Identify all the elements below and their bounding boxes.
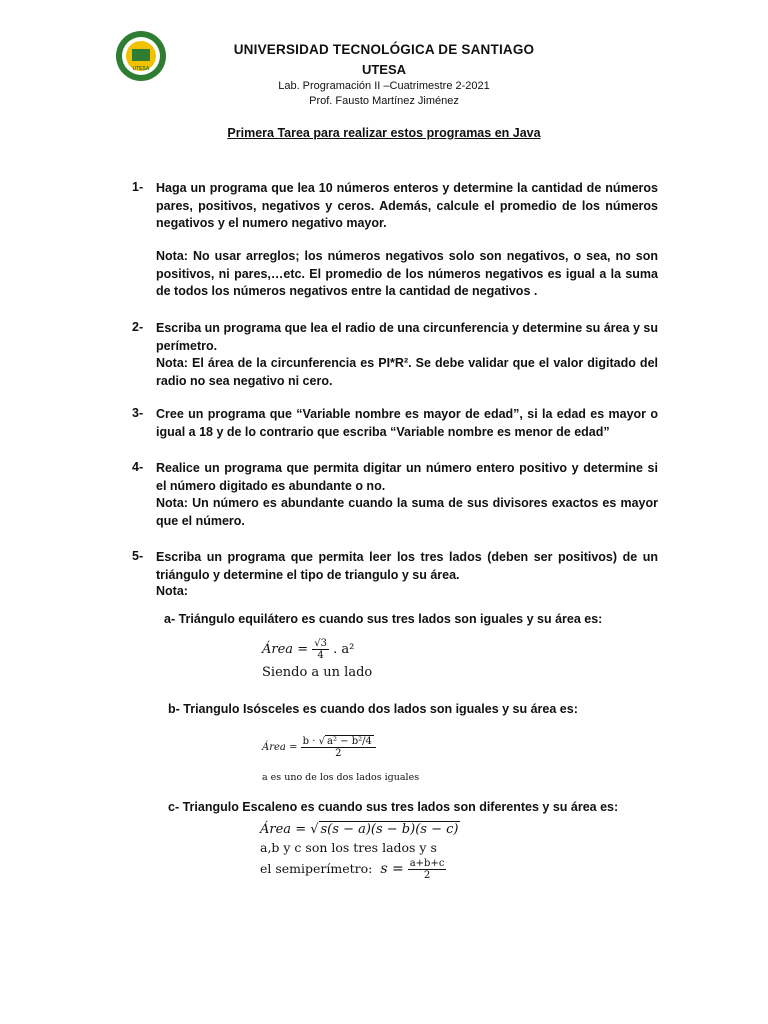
item-note [156,248,658,301]
s-equals: s = [380,861,404,877]
item-text: Escriba un programa que permita leer los tres lados (deben ser positivos) de un triángulo y determine el tipo de triangulo y su área. [156,550,658,582]
item-text: Realice un programa que permita digitar un número entero positivo y determine si el número digitado es abundante o no. [156,461,658,493]
formula-caption: a,b y c son los tres lados y s [260,840,437,855]
university-acronym: UTESA [361,62,407,77]
equals-sign: = [295,822,307,837]
item-number: 4- [132,460,144,474]
formula-caption: Siendo a un lado [262,665,373,680]
item-note [156,495,658,530]
formula-tail: . a² [333,642,355,657]
item-text: Cree un programa que “Variable nombre es mayor de edad”, si la edad es mayor o igual a 18 y de lo contrario que escriba “Variable nombre es menor de edad” [156,407,658,439]
fraction-numerator: a+b+c [409,858,445,869]
item-note-label: Nota: [156,584,188,598]
item-note [156,355,658,390]
area-word: Área [260,822,292,837]
subitem-a: a- Triángulo equilátero es cuando sus tres lados son iguales y su área es: [164,612,603,626]
formula-caption: a es uno de los dos lados iguales [262,772,420,783]
note-text: No usar arreglos; los números negativos solo son negativos, o sea, no son positivos, ni pares,…etc. El promedio de los números negativos es igual a la suma de todos los números negativos entre la cantidad de negativos . [156,249,658,298]
formula-isosceles: Área = $\frac{\text{b · √ a² − b²/4}}{2}$ [262,736,376,759]
course-line: Lab. Programación II –Cuatrimestre 2-2021 [278,80,490,92]
note-label: Nota: [156,496,188,510]
fraction-numerator: b · [302,736,316,747]
item-number: 3- [132,406,144,420]
area-word: Área [262,642,294,657]
note-label: Nota: [156,249,188,263]
semiperimeter-label: el semiperímetro: [260,861,373,876]
professor-line: Prof. Fausto Martínez Jiménez [309,95,459,107]
note-text: El área de la circunferencia es PI*R². Se debe validar que el valor digitado del radio no sea negativo ni cero. [156,356,658,388]
fraction-denominator: 2 [335,748,342,759]
university-name: UNIVERSIDAD TECNOLÓGICA DE SANTIAGO [233,42,535,57]
fraction-numerator: √3 [314,638,327,649]
item-number: 2- [132,320,144,334]
subitem-c: c- Triangulo Escaleno es cuando sus tres lados son diferentes y su área es: [168,800,619,814]
item-number: 5- [132,549,144,563]
item-text: Haga un programa que lea 10 números enteros y determine la cantidad de números pares, positivos, negativos y ceros. Además, calcule el promedio de los números negativos y el numero negativo mayor. [156,181,658,230]
area-word: Área [262,742,286,753]
radicand: s(s − a)(s − b)(s − c) [320,822,459,837]
item-text: Escriba un programa que lea el radio de una circunferencia y determine su área y su perímetro. [156,321,658,353]
subitem-b: b- Triangulo Isósceles es cuando dos lados son iguales y su área es: [168,702,578,716]
formula-scalene: Área = √ s(s − a)(s − b)(s − c) [260,822,459,837]
fraction-denominator: 4 [317,650,324,661]
formula-equilateral [262,638,354,661]
task-title: Primera Tarea para realizar estos programas en Java [227,126,541,140]
note-label: Nota: [156,356,188,370]
note-text: Un número es abundante cuando la suma de sus divisores exactos es mayor que el número. [156,496,658,528]
equals-sign: = [289,742,298,753]
radicand: a² − b²/4 [326,736,372,747]
item-number: 1- [132,180,144,194]
fraction-denominator: 2 [423,870,431,881]
logo-text: UTESA [132,66,150,72]
equals-sign: = [297,642,309,657]
formula-semiperimeter [260,858,446,881]
